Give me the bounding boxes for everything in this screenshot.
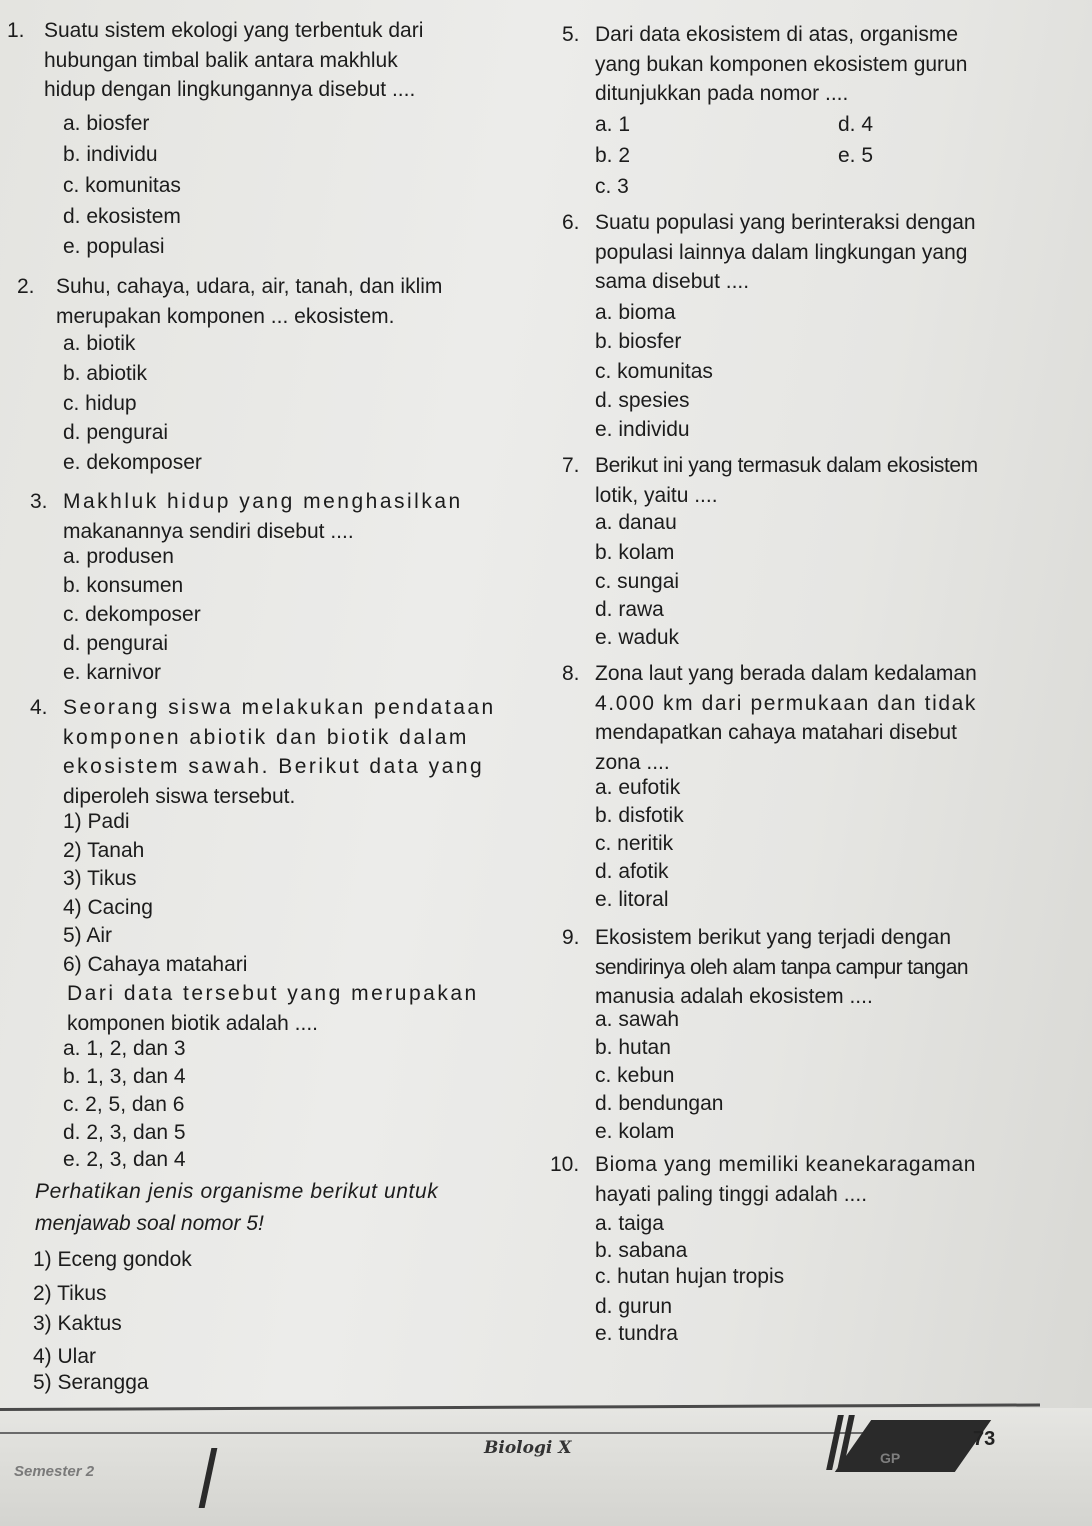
q10-option: a. taiga xyxy=(595,1212,664,1235)
q9-number: 9. xyxy=(562,926,580,949)
q2-number: 2. xyxy=(17,275,35,298)
q9-option: a. sawah xyxy=(595,1008,680,1031)
q6-option: a. bioma xyxy=(595,301,676,324)
q5-option: c. 3 xyxy=(595,175,629,198)
q6-option: b. biosfer xyxy=(595,330,682,353)
q6-stem-line: sama disebut .... xyxy=(595,270,750,293)
q3-number: 3. xyxy=(30,490,48,513)
q1-option: c. komunitas xyxy=(63,174,181,197)
q8-option: c. neritik xyxy=(595,832,674,855)
q7-stem xyxy=(595,451,1085,510)
q3-option: e. karnivor xyxy=(63,661,162,684)
q2-option: a. biotik xyxy=(63,332,136,355)
q4-option: e. 2, 3, dan 4 xyxy=(63,1148,186,1171)
q1-stem-line: hubungan timbal balik antara makhluk xyxy=(44,48,398,72)
q4-stem2 xyxy=(67,979,517,1038)
q4-data-item: 1) Padi xyxy=(63,810,130,833)
q6-number: 6. xyxy=(562,211,580,234)
q3-option: b. konsumen xyxy=(63,574,184,597)
q10-option: d. gurun xyxy=(595,1295,673,1318)
q3-stem xyxy=(63,487,513,546)
q2-option: d. pengurai xyxy=(63,421,169,444)
q5-option: a. 1 xyxy=(595,113,631,136)
organism-item: 1) Eceng gondok xyxy=(33,1248,192,1271)
q1-stem-line: hidup dengan lingkungannya disebut .... xyxy=(44,78,416,101)
q8-option: a. eufotik xyxy=(595,776,681,799)
q2-stem-line: Suhu, cahaya, udara, air, tanah, dan iklim xyxy=(56,275,443,298)
q4-number: 4. xyxy=(30,696,48,719)
q1-number: 1. xyxy=(7,19,25,42)
q1-option: e. populasi xyxy=(63,235,165,258)
q4-data-item: 4) Cacing xyxy=(63,896,153,919)
q6-option: c. komunitas xyxy=(595,360,713,383)
q4-option: c. 2, 5, dan 6 xyxy=(63,1093,185,1116)
q4-option: a. 1, 2, dan 3 xyxy=(63,1037,186,1060)
q10-stem xyxy=(595,1150,1085,1209)
q5-number: 5. xyxy=(562,23,580,46)
q9-option: e. kolam xyxy=(595,1120,675,1143)
q10-number: 10. xyxy=(550,1153,580,1176)
q1-option: a. biosfer xyxy=(63,112,150,135)
q9-stem-line: Ekosistem berikut yang terjadi dengan xyxy=(595,926,952,949)
q10-stem-line: hayati paling tinggi adalah .... xyxy=(595,1182,868,1206)
q7-option: c. sungai xyxy=(595,570,680,593)
q7-option: e. waduk xyxy=(595,626,680,649)
q4-stem-line: diperoleh siswa tersebut. xyxy=(63,784,296,808)
q2-option: c. hidup xyxy=(63,392,137,415)
q8-option: d. afotik xyxy=(595,860,669,883)
q6-stem xyxy=(595,208,1085,297)
q10-option: e. tundra xyxy=(595,1322,678,1345)
q8-stem-line: zona .... xyxy=(595,750,670,774)
q3-option: d. pengurai xyxy=(63,632,169,655)
q10-option: b. sabana xyxy=(595,1239,688,1262)
q3-stem-line: makanannya sendiri disebut .... xyxy=(63,519,354,543)
q4-stem-line: Seorang siswa melakukan pendataan xyxy=(63,696,496,719)
q6-option: e. individu xyxy=(595,418,690,441)
organism-item: 3) Kaktus xyxy=(33,1312,122,1335)
q2-stem xyxy=(56,272,516,331)
q3-option: a. produsen xyxy=(63,545,174,568)
instruction-line: Perhatikan jenis organisme berikut untuk xyxy=(35,1180,439,1203)
q2-option: b. abiotik xyxy=(63,362,148,385)
q6-option: d. spesies xyxy=(595,389,690,412)
page-number: 73 xyxy=(973,1428,996,1450)
q5-stem xyxy=(595,20,1085,109)
q6-stem-line: Suatu populasi yang berinteraksi dengan xyxy=(595,211,976,234)
q1-option: d. ekosistem xyxy=(63,205,181,228)
q4-data-item: 3) Tikus xyxy=(63,867,137,890)
q10-stem-line: Bioma yang memiliki keanekaragaman xyxy=(595,1153,977,1176)
publisher-mark: GP xyxy=(880,1450,901,1466)
q9-stem xyxy=(595,923,1085,1012)
q4-option: d. 2, 3, dan 5 xyxy=(63,1121,186,1144)
q4-stem-line: ekosistem sawah. Berikut data yang xyxy=(63,755,485,778)
q9-option: d. bendungan xyxy=(595,1092,724,1115)
q3-option: c. dekomposer xyxy=(63,603,201,626)
q9-option: b. hutan xyxy=(595,1036,671,1059)
q4-option: b. 1, 3, dan 4 xyxy=(63,1065,186,1088)
q1-stem xyxy=(44,16,514,105)
q7-option: a. danau xyxy=(595,511,677,534)
q8-stem-line: mendapatkan cahaya matahari disebut xyxy=(595,721,957,744)
q5-option: d. 4 xyxy=(838,113,874,136)
q7-number: 7. xyxy=(562,454,580,477)
q2-stem-line: merupakan komponen ... ekosistem. xyxy=(56,304,395,328)
q4-stem xyxy=(63,693,513,811)
q4-data-item: 2) Tanah xyxy=(63,839,145,862)
q1-option: b. individu xyxy=(63,143,158,166)
q1-stem-line: Suatu sistem ekologi yang terbentuk dari xyxy=(44,19,424,42)
q4-data-item: 6) Cahaya matahari xyxy=(63,953,248,976)
organism-item: 2) Tikus xyxy=(33,1282,107,1305)
q3-stem-line: Makhluk hidup yang menghasilkan xyxy=(63,490,463,513)
q9-stem-line: sendirinya oleh alam tanpa campur tangan xyxy=(595,955,968,979)
q8-option: b. disfotik xyxy=(595,804,684,827)
q8-stem-line: Zona laut yang berada dalam kedalaman xyxy=(595,662,977,685)
instruction xyxy=(35,1176,515,1240)
q8-stem xyxy=(595,659,1085,777)
q5-option: b. 2 xyxy=(595,144,631,167)
q5-stem-line: Dari data ekosistem di atas, organisme xyxy=(595,23,958,46)
q5-option: e. 5 xyxy=(838,144,874,167)
q7-option: d. rawa xyxy=(595,598,664,621)
q10-option: c. hutan hujan tropis xyxy=(595,1265,785,1288)
q7-stem-line: Berikut ini yang termasuk dalam ekosistem xyxy=(595,454,978,477)
semester-label: Semester 2 xyxy=(14,1463,95,1480)
q7-stem-line: lotik, yaitu .... xyxy=(595,483,718,507)
q8-number: 8. xyxy=(562,662,580,685)
q4-stem2-line: komponen biotik adalah .... xyxy=(67,1011,318,1035)
q6-stem-line: populasi lainnya dalam lingkungan yang xyxy=(595,240,968,264)
q5-stem-line: ditunjukkan pada nomor .... xyxy=(595,82,849,105)
q2-option: e. dekomposer xyxy=(63,451,202,474)
q7-option: b. kolam xyxy=(595,541,675,564)
q8-option: e. litoral xyxy=(595,888,669,911)
q4-stem2-line: Dari data tersebut yang merupakan xyxy=(67,982,479,1005)
q4-stem-line: komponen abiotik dan biotik dalam xyxy=(63,725,469,749)
q5-stem-line: yang bukan komponen ekosistem gurun xyxy=(595,52,968,76)
instruction-line: menjawab soal nomor 5! xyxy=(35,1212,264,1235)
q9-option: c. kebun xyxy=(595,1064,675,1087)
q8-stem-line: 4.000 km dari permukaan dan tidak xyxy=(595,691,977,715)
q9-stem-line: manusia adalah ekosistem .... xyxy=(595,985,873,1008)
organism-item: 4) Ular xyxy=(33,1345,97,1368)
q4-data-item: 5) Air xyxy=(63,924,113,947)
organism-item: 5) Serangga xyxy=(33,1371,149,1394)
subject-label: Biologi X xyxy=(484,1438,572,1458)
